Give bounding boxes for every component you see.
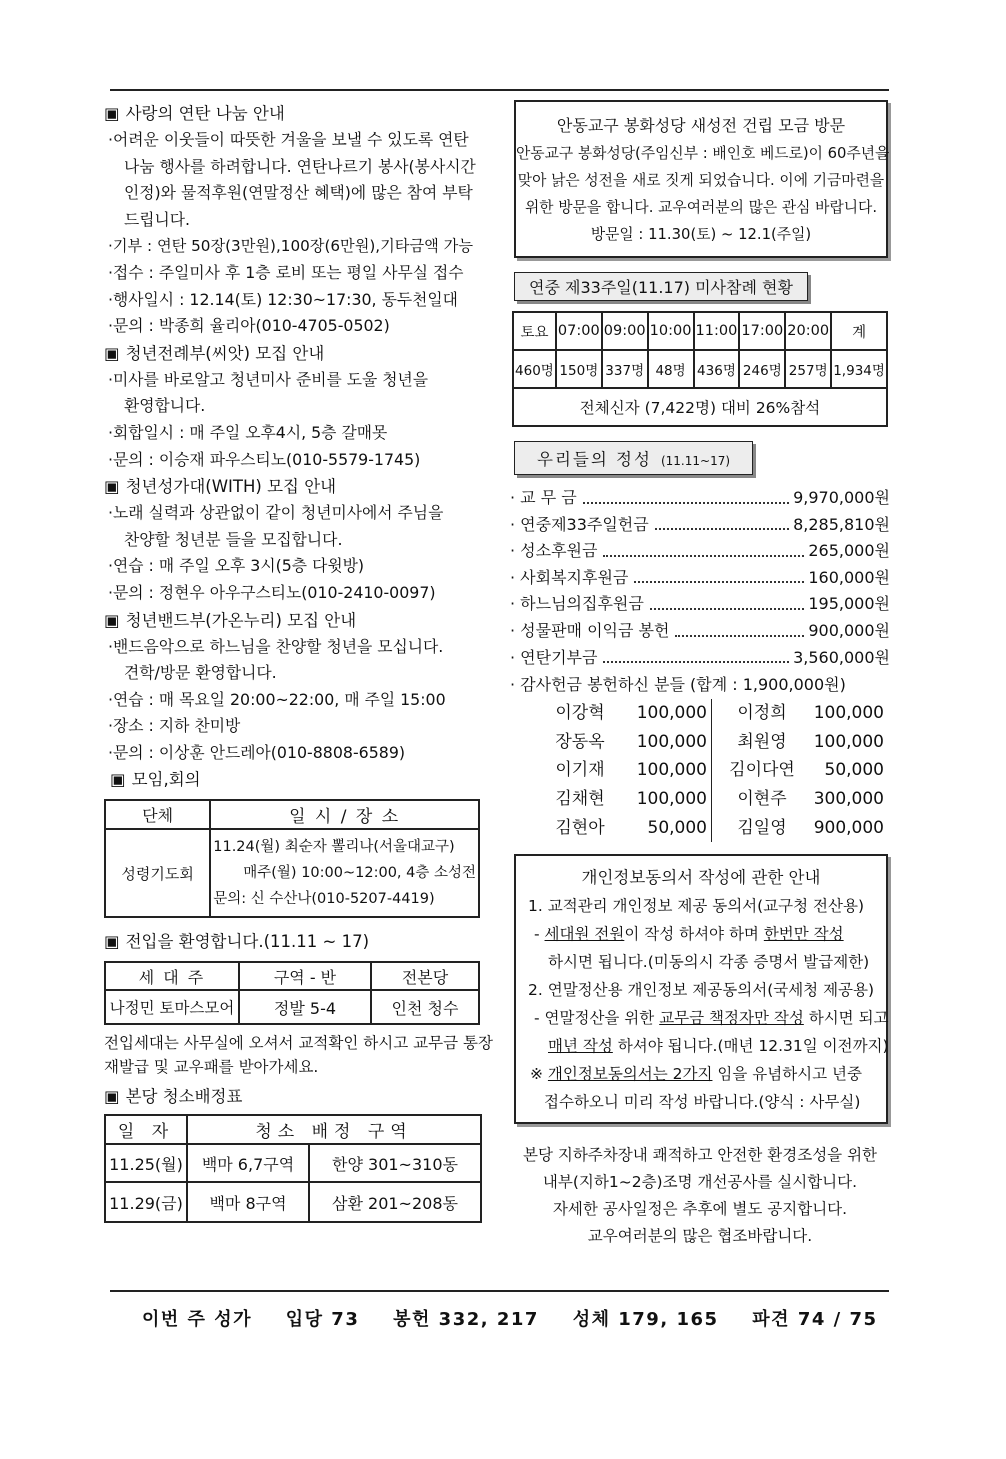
donor-amount: 100,000 [626, 785, 712, 814]
cleaning-table [104, 1114, 482, 1223]
liturgy-line: 환영합니다. [124, 396, 206, 416]
choir-line: ·문의 : 정현우 아우구스티노(010-2410-0097) [108, 582, 436, 602]
left-column [104, 100, 493, 1223]
cleaning-area: 삼환 201~208동 [309, 1182, 481, 1222]
donor-amount: 50,000 [626, 814, 712, 843]
donor-amount: 100,000 [813, 731, 884, 752]
mass-count: 246명 [739, 350, 785, 388]
mass-count: 337명 [602, 350, 648, 388]
donor-name: 김이다연 [729, 760, 795, 781]
privacy-title: 개인정보동의서 작성에 관한 안내 [581, 868, 821, 888]
choir-line: 찬양할 청년분 들을 모집합니다. [124, 529, 343, 549]
section-title-liturgy: ▣ 청년전례부(씨앗) 모집 안내 [104, 343, 325, 363]
top-rule [110, 89, 889, 91]
donor-grid [534, 699, 890, 842]
donor-amount: 100,000 [626, 699, 712, 728]
hymn-offertory: 봉헌 332, 217 [393, 1309, 539, 1330]
donor-name: 이현주 [737, 788, 787, 809]
briquette-line: ·접수 : 주일미사 후 1층 로비 또는 평일 사무실 접수 [108, 262, 464, 282]
cleaning-date: 11.29(금) [105, 1182, 187, 1222]
mass-time-header: 07:00 [556, 312, 602, 350]
mass-time-header: 09:00 [602, 312, 648, 350]
mass-time-header: 17:00 [739, 312, 785, 350]
briquette-line: 나눔 행사를 하려합니다. 연탄나르기 봉사(봉사시간 [124, 156, 476, 176]
hymn-footer [142, 1305, 904, 1331]
donor-name: 김현아 [555, 817, 605, 838]
offering-item [510, 565, 890, 592]
offering-label: · 연중제33주일헌금 [510, 514, 649, 534]
mass-time-header: 10:00 [648, 312, 694, 350]
privacy-line: 하시면 됩니다.(미동의시 각종 증명서 발급제한) [548, 953, 870, 972]
dot-leader [603, 538, 804, 557]
hymn-dismissal: 파견 74 / 75 [752, 1309, 878, 1330]
hymn-communion: 성체 179, 165 [572, 1309, 719, 1330]
section-title-band: ▣ 청년밴드부(가온누리) 모집 안내 [104, 610, 357, 630]
mass-title: 연중 제33주일(11.17) 미사참례 현황 [514, 272, 808, 301]
donor-name: 김일영 [737, 817, 787, 838]
meetings-header-group: 단체 [105, 800, 210, 829]
privacy-box [514, 854, 888, 1124]
offering-label: · 연탄기부금 [510, 647, 598, 667]
donor-amount: 50,000 [824, 760, 884, 781]
mass-time-header: 11:00 [694, 312, 740, 350]
offering-amount: 8,285,810원 [793, 514, 890, 534]
mass-total: 전체신자 (7,422명) 대비 26%참석 [513, 388, 887, 426]
offering-amount: 160,000원 [808, 567, 890, 587]
donor-amount: 100,000 [626, 756, 712, 785]
offering-item [510, 485, 890, 512]
offering-list [510, 485, 890, 671]
meetings-line: 11.24(월) 최순자 뽈리나(서울대교구) [213, 839, 455, 856]
mass-count: 436명 [694, 350, 740, 388]
band-line: ·문의 : 이상훈 안드레아(010-8808-6589) [108, 742, 406, 762]
dot-leader [634, 565, 804, 584]
donor-name: 김채현 [555, 788, 605, 809]
dot-leader [583, 485, 789, 504]
section-title-choir: ▣ 청년성가대(WITH) 모집 안내 [104, 477, 337, 497]
notice-line: 자세한 공사일정은 추후에 별도 공지합니다. [552, 1200, 848, 1219]
cleaning-area: 백마 8구역 [187, 1182, 309, 1222]
newcomers-header-head: 세 대 주 [105, 962, 239, 990]
mass-count: 1,934명 [831, 350, 887, 388]
newcomers-header-zone: 구역 - 반 [239, 962, 371, 990]
hymn-label: 이번 주 성가 [142, 1309, 252, 1330]
dot-leader [650, 591, 805, 610]
dot-leader [603, 645, 789, 664]
privacy-line: 매년 작성 하셔야 됩니다.(매년 12.31일 이전까지) [548, 1037, 889, 1056]
dot-leader [655, 512, 789, 531]
donor-name: 이정희 [737, 703, 787, 724]
offering-amount: 195,000원 [808, 594, 890, 614]
offering-label: · 성소후원금 [510, 541, 598, 561]
briquette-line: 인정)와 물적후원(연말정산 혜택)에 많은 참여 부탁 [124, 183, 473, 203]
offering-amount: 900,000원 [808, 620, 890, 640]
mass-time-header: 토요 [513, 312, 556, 350]
visit-line: 맞아 낡은 성전을 새로 짓게 되었습니다. 이에 기금마련을 [517, 172, 885, 189]
newcomer-zone: 정발 5-4 [239, 990, 371, 1024]
donor-name: 장동옥 [555, 731, 605, 752]
newcomers-header-parish: 전본당 [371, 962, 479, 990]
donor-name: 최원영 [737, 731, 787, 752]
offering-amount: 3,560,000원 [793, 647, 890, 667]
offering-item [510, 645, 890, 672]
privacy-line: 2. 연말정산용 개인정보 제공동의서(국세청 제공용) [528, 981, 875, 1000]
privacy-line: 접수하오니 미리 작성 바랍니다.(양식 : 사무실) [544, 1093, 861, 1112]
briquette-line: 드립니다. [124, 209, 191, 229]
visit-box [514, 100, 888, 258]
visit-line: 위한 방문을 합니다. 교우여러분의 많은 관심 바랍니다. [524, 199, 878, 216]
liturgy-line: ·미사를 바로알고 청년미사 준비를 도울 청년을 [108, 369, 429, 389]
section-title-briquette: ▣ 사랑의 연탄 나눔 안내 [104, 104, 285, 123]
offering-label: · 교 무 금 [510, 488, 577, 507]
offering-item [510, 512, 890, 539]
newcomers-note: 재발급 및 교우패를 받아가세요. [104, 1058, 319, 1077]
liturgy-line: ·회합일시 : 매 주일 오후4시, 5층 갈매못 [108, 422, 388, 442]
privacy-line: - 세대원 전원이 작성 하셔야 하며 한번만 작성 [534, 925, 844, 944]
offering-amount: 9,970,000원 [793, 488, 890, 507]
offering-label: · 하느님의집후원금 [510, 594, 644, 614]
dot-leader [675, 618, 804, 637]
donor-amount: 100,000 [813, 703, 884, 724]
notice-line: 본당 지하주차장내 쾌적하고 안전한 환경조성을 위한 [522, 1146, 878, 1165]
newcomer-parish: 인천 청수 [371, 990, 479, 1024]
choir-line: ·연습 : 매 주일 오후 3시(5층 다윗방) [108, 556, 365, 576]
donor-name: 이기재 [555, 760, 605, 781]
briquette-line: ·어려운 이웃들이 따뜻한 겨울을 보낼 수 있도록 연탄 [108, 130, 469, 149]
offering-title: 우리들의 정성 (11.11~17) [514, 441, 753, 475]
briquette-line: ·행사일시 : 12.14(토) 12:30~17:30, 동두천일대 [108, 289, 458, 309]
offering-label: · 성물판매 이익금 봉헌 [510, 620, 670, 640]
privacy-line: ※ 개인정보동의서는 2가지 임을 유념하시고 년중 [530, 1065, 862, 1084]
newcomers-note: 전입세대는 사무실에 오셔서 교적확인 하시고 교무금 통장 [104, 1034, 493, 1053]
mass-count: 460명 [513, 350, 556, 388]
parking-notice [510, 1142, 890, 1250]
mass-count: 257명 [785, 350, 831, 388]
cleaning-area: 백마 6,7구역 [187, 1144, 309, 1182]
cleaning-header-area: 청소 배정 구역 [187, 1115, 481, 1144]
privacy-line: - 연말정산을 위한 교무금 책정자만 작성 하시면 되고 [534, 1009, 889, 1028]
briquette-line: ·기부 : 연탄 50장(3만원),100장(6만원),기타금액 가능 [108, 237, 473, 256]
offering-item [510, 618, 890, 645]
meetings-line: 매주(월) 10:00~12:00, 4층 소성전 [243, 865, 476, 882]
band-line: ·밴드음악으로 하느님을 찬양할 청년을 모십니다. [108, 636, 444, 656]
band-line: ·장소 : 지하 찬미방 [108, 716, 241, 736]
meetings-header-time: 일 시 / 장 소 [210, 800, 479, 829]
mass-time-header: 20:00 [785, 312, 831, 350]
section-title-newcomers: ▣ 전입을 환영합니다.(11.11 ~ 17) [104, 932, 370, 952]
visit-title: 안동교구 봉화성당 새성전 건립 모금 방문 [556, 116, 846, 135]
donor-name: 이강혁 [555, 703, 605, 724]
mass-table [512, 311, 888, 427]
cleaning-header-date: 일 자 [105, 1115, 187, 1144]
offering-item [510, 591, 890, 618]
offering-label: · 사회복지후원금 [510, 567, 629, 587]
bottom-rule [110, 1290, 889, 1292]
choir-line: ·노래 실력과 상관없이 같이 청년미사에서 주님을 [108, 503, 444, 523]
privacy-line: 1. 교적관리 개인정보 제공 동의서(교구청 전산용) [528, 897, 865, 916]
mass-count: 150명 [556, 350, 602, 388]
thanks-line: · 감사헌금 봉헌하신 분들 (합계 : 1,900,000원) [510, 675, 846, 695]
notice-line: 내부(지하1~2층)조명 개선공사를 실시합니다. [542, 1173, 858, 1192]
cleaning-area: 한양 301~310동 [309, 1144, 481, 1182]
donor-amount: 900,000 [813, 817, 884, 838]
newcomer-head: 나정민 토마스모어 [105, 990, 239, 1024]
mass-time-header: 계 [831, 312, 887, 350]
section-title-cleaning: ▣ 본당 청소배정표 [104, 1087, 243, 1107]
section-title-meetings: ▣ 모임,회의 [110, 770, 201, 790]
band-line: 견학/방문 환영합니다. [124, 663, 277, 683]
meetings-table [104, 799, 480, 918]
hymn-entry: 입당 73 [285, 1309, 360, 1330]
donor-amount: 300,000 [813, 788, 884, 809]
right-column [510, 100, 890, 1250]
briquette-line: ·문의 : 박종희 율리아(010-4705-0502) [108, 316, 390, 336]
cleaning-date: 11.25(월) [105, 1144, 187, 1182]
newcomers-table [104, 961, 480, 1025]
visit-line: 안동교구 봉화성당(주임신부 : 배인호 베드로)이 60주년을 [516, 145, 890, 162]
mass-count: 48명 [648, 350, 694, 388]
donor-amount: 100,000 [626, 728, 712, 757]
meetings-group: 성령기도회 [105, 829, 210, 917]
band-line: ·연습 : 매 목요일 20:00~22:00, 매 주일 15:00 [108, 689, 446, 709]
offering-item [510, 538, 890, 565]
liturgy-line: ·문의 : 이승재 파우스티노(010-5579-1745) [108, 449, 421, 469]
notice-line: 교우여러분의 많은 협조바랍니다. [587, 1227, 813, 1246]
meetings-line: 문의: 신 수산나(010-5207-4419) [213, 891, 435, 908]
offering-amount: 265,000원 [808, 541, 890, 561]
visit-line: 방문일 : 11.30(토) ~ 12.1(주일) [590, 226, 812, 243]
